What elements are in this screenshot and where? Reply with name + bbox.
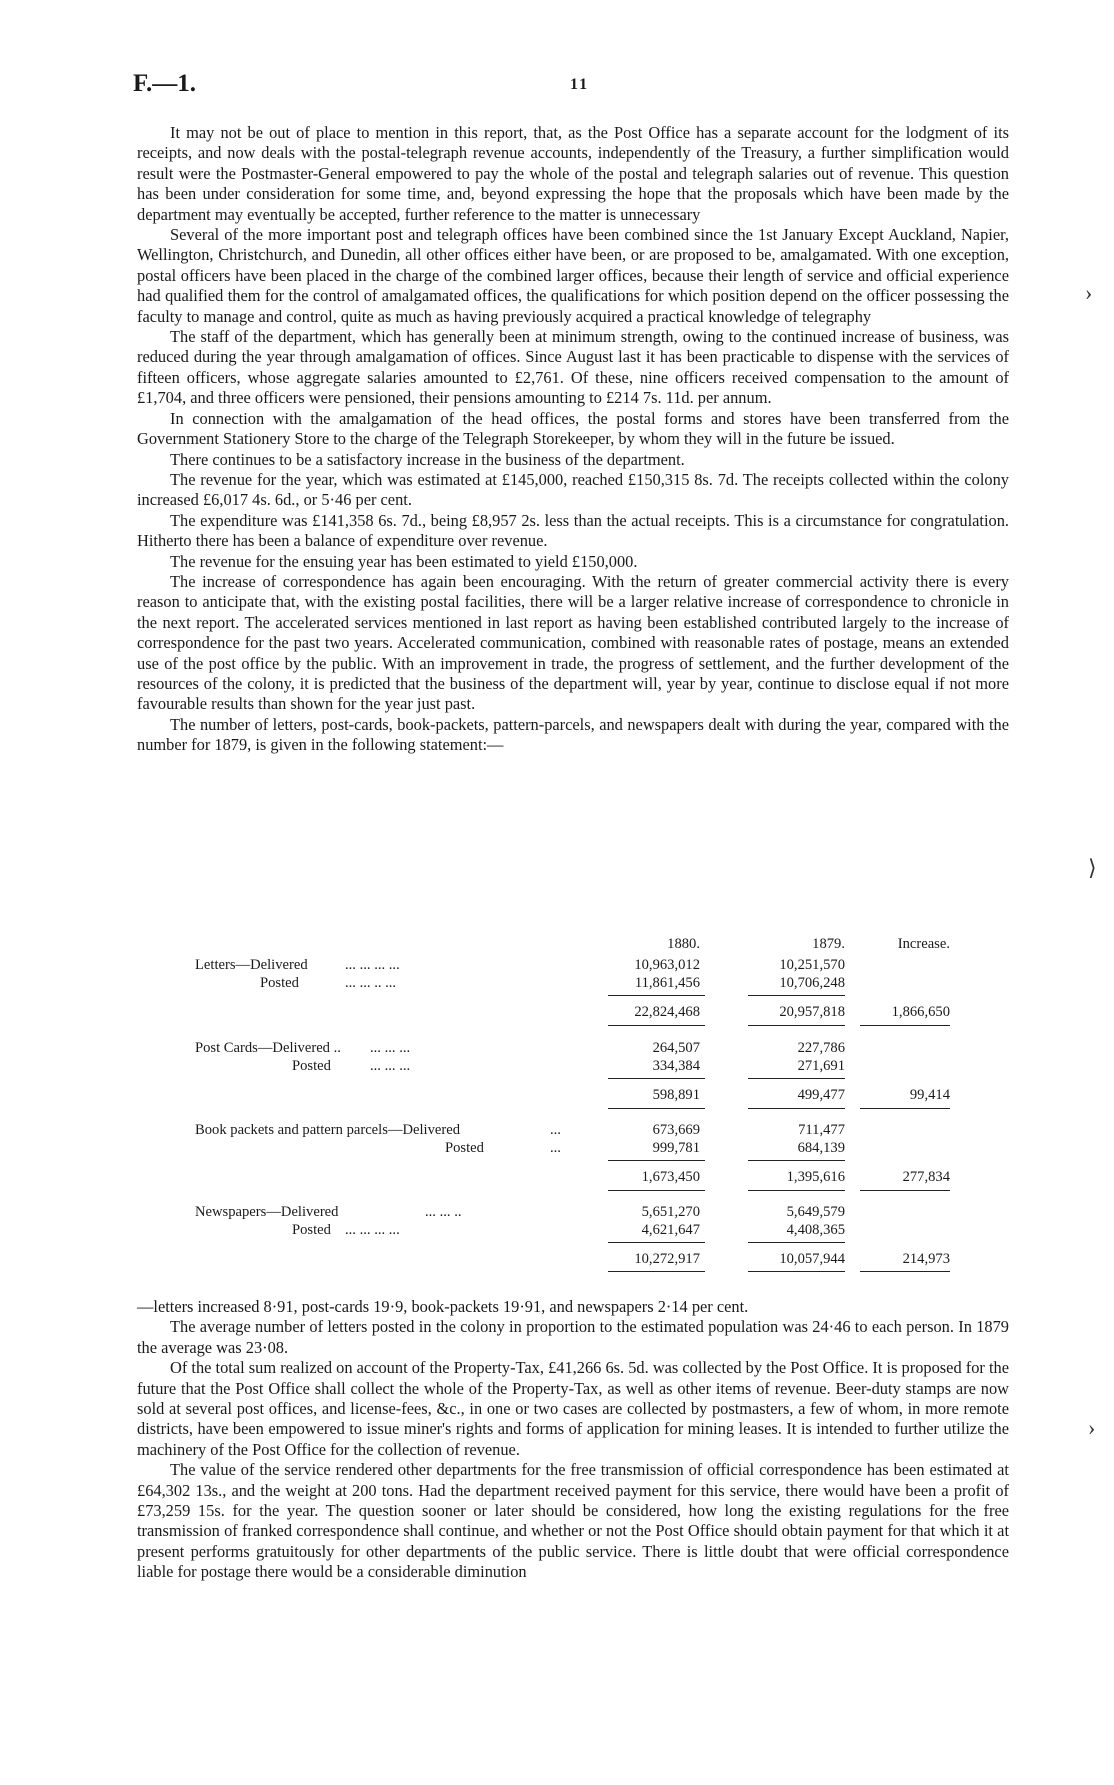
paragraph: The increase of correspondence has again been encouraging. With the return of greater commercial activity there is every reason to anticipate that, with the existing postal facilities, there will be a larger relative increase of correspondence to chronicle in the next report. The accelerated services mentioned in last report as having been established contributed largely to the increase of correspondence for the past two years. Accelerated communication, combined with reasonable rates of postage, means an extended use of the post office by the public. With an improvement in trade, the progress of settlement, and the further development of the resources of the colony, it is predicted that the business of the department will, year by year, continue to disclose equal if not more favourable results than shown for the year just past.	[137, 571, 1009, 714]
leader-dots: ... ... .. ...	[345, 975, 397, 991]
increase-value: 214,973	[902, 1251, 950, 1267]
value-1879: 711,477	[798, 1122, 845, 1138]
leader-dots: ... ... ...	[370, 1040, 411, 1056]
margin-mark: ›	[1088, 1415, 1096, 1440]
increase-value: 277,834	[902, 1169, 950, 1185]
increase-value: 99,414	[909, 1087, 950, 1103]
sum-rule	[608, 995, 705, 996]
paragraph: The revenue for the year, which was estimated at £145,000, reached £150,315 8s. 7d. The receipts collected within the colony increased £6,017 4s. 6d., or 5·46 per cent.	[137, 469, 1009, 510]
header-1880: 1880.	[667, 936, 700, 952]
paragraph: The staff of the department, which has generally been at minimum strength, owing to the continued increase of business, was reduced during the year through amalgamation of offices. Since August last it has been practicable to dispense with the services of fifteen officers, whose aggregate salaries amounted to £2,761. Of these, nine officers received compensation to the amount of £1,704, and three officers were pensioned, their pensions amounting to £214 7s. 11d. per annum.	[137, 327, 1009, 408]
total-rule	[748, 1025, 845, 1026]
paragraph: The value of the service rendered other departments for the free transmission of official correspondence has been estimated at £64,302 13s., and the weight at 200 tons. Had the department received payment for this service, there would have been a profit of £73,259 15s. for the year. The question sooner or later should be considered, how long the existing regulations for the free transmission of franked correspondence shall continue, and whether or not the Post Office should obtain payment for that which it at present performs gratuitously for other departments of the public service. There is little doubt that were official correspondence liable for postage there would be a considerable diminution	[137, 1460, 1009, 1582]
value-1880: 11,861,456	[634, 975, 700, 991]
correspondence-table	[195, 935, 955, 1285]
sum-rule	[608, 1078, 705, 1079]
body-bottom	[137, 1297, 1009, 1583]
total-rule	[860, 1190, 950, 1191]
total-1880: 10,272,917	[634, 1251, 700, 1267]
sum-rule	[608, 1242, 705, 1243]
value-1880: 264,507	[652, 1040, 700, 1056]
paragraph: It may not be out of place to mention in this report, that, as the Post Office has a separate account for the lodgment of its receipts, and now deals with the postal-telegraph revenue accounts, independently of the Treasury, a further simplification would result were the Postmaster-General empowered to pay the whole of the postal and telegraph salaries out of revenue. This question has been under consideration for some time, and, beyond expressing the hope that the proposals which have been made by the department may eventually be accepted, further reference to the matter is unnecessary	[137, 123, 1009, 224]
increase-value: 1,866,650	[891, 1004, 950, 1020]
total-rule	[748, 1271, 845, 1272]
leader-dots: ...	[550, 1122, 561, 1138]
paragraph: In connection with the amalgamation of the head offices, the postal forms and stores have been transferred from the Government Stationery Store to the charge of the Telegraph Storekeeper, by whom they will in the future be issued.	[137, 408, 1009, 449]
value-1879: 10,706,248	[779, 975, 845, 991]
total-rule	[860, 1271, 950, 1272]
paragraph: There continues to be a satisfactory increase in the business of the department.	[170, 449, 685, 469]
leader-dots: ... ... ... ...	[345, 1222, 400, 1238]
total-rule	[608, 1190, 705, 1191]
value-1880: 4,621,647	[641, 1222, 700, 1238]
value-1880: 999,781	[652, 1140, 700, 1156]
value-1879: 10,251,570	[779, 957, 845, 973]
value-1880: 5,651,270	[641, 1204, 700, 1220]
sum-rule	[748, 995, 845, 996]
row-label: Letters—Delivered	[195, 957, 308, 973]
row-label: Newspapers—Delivered	[195, 1204, 339, 1220]
value-1879: 227,786	[797, 1040, 845, 1056]
sum-rule	[748, 1242, 845, 1243]
value-1879: 271,691	[797, 1058, 845, 1074]
total-1880: 598,891	[652, 1087, 700, 1103]
paragraph: The revenue for the ensuing year has been estimated to yield £150,000.	[170, 551, 638, 571]
total-1879: 20,957,818	[779, 1004, 845, 1020]
leader-dots: ... ... ...	[370, 1058, 411, 1074]
paragraph: Of the total sum realized on account of the Property-Tax, £41,266 6s. 5d. was collected by the Post Office. It is proposed for the future that the Post Office shall collect the whole of the Property-Tax, as well as other items of revenue. Beer-duty stamps are now sold at several post offices, and license-fees, &c., in one or two cases are collected by postmasters, a few of whom, in more remote districts, have been empowered to issue miner's rights and forms of application for mining leases. It is intended to further utilize the machinery of the Post Office for the collection of revenue.	[137, 1358, 1009, 1459]
total-rule	[748, 1108, 845, 1109]
margin-mark: ⟩	[1088, 855, 1097, 880]
total-rule	[608, 1025, 705, 1026]
paragraph: The average number of letters posted in the colony in proportion to the estimated population was 24·46 to each person. In 1879 the average was 23·08.	[137, 1317, 1009, 1357]
paragraph: —letters increased 8·91, post-cards 19·9, book-packets 19·91, and newspapers 2·14 per cent.	[137, 1297, 749, 1316]
total-1880: 22,824,468	[634, 1004, 700, 1020]
margin-mark: ›	[1085, 280, 1093, 305]
row-label: Posted	[292, 1058, 331, 1074]
value-1879: 684,139	[797, 1140, 845, 1156]
sum-rule	[748, 1078, 845, 1079]
total-1879: 10,057,944	[779, 1251, 845, 1267]
document-reference: F.—1.	[133, 70, 196, 97]
leader-dots: ...	[550, 1140, 561, 1156]
row-label: Posted	[445, 1140, 484, 1156]
value-1879: 5,649,579	[786, 1204, 845, 1220]
row-label: Posted	[260, 975, 299, 991]
total-1880: 1,673,450	[641, 1169, 700, 1185]
total-rule	[608, 1271, 705, 1272]
body-top	[137, 123, 1009, 756]
total-rule	[860, 1025, 950, 1026]
leader-dots: ... ... ... ...	[345, 957, 400, 973]
value-1879: 4,408,365	[786, 1222, 845, 1238]
paragraph: The number of letters, post-cards, book-packets, pattern-parcels, and newspapers dealt with during the year, compared with the number for 1879, is given in the following statement:—	[137, 714, 1009, 755]
row-label: Post Cards—Delivered ..	[195, 1040, 341, 1056]
total-1879: 499,477	[797, 1087, 845, 1103]
row-label: Posted	[292, 1222, 331, 1238]
header-1879: 1879.	[812, 936, 845, 952]
header-increase: Increase.	[897, 936, 950, 952]
value-1880: 10,963,012	[634, 957, 700, 973]
total-rule	[860, 1108, 950, 1109]
total-1879: 1,395,616	[786, 1169, 845, 1185]
value-1880: 334,384	[652, 1058, 700, 1074]
total-rule	[608, 1108, 705, 1109]
row-label: Book packets and pattern parcels—Delivered	[195, 1122, 461, 1138]
sum-rule	[748, 1160, 845, 1161]
paragraph: The expenditure was £141,358 6s. 7d., being £8,957 2s. less than the actual receipts. This is a circumstance for congratulation. Hitherto there has been a balance of expenditure over revenue.	[137, 510, 1009, 551]
leader-dots: ... ... ..	[425, 1204, 462, 1220]
sum-rule	[608, 1160, 705, 1161]
total-rule	[748, 1190, 845, 1191]
value-1880: 673,669	[652, 1122, 700, 1138]
paragraph: Several of the more important post and telegraph offices have been combined since the 1st January Except Auckland, Napier, Wellington, Christchurch, and Dunedin, all other offices either have been, or are proposed to be, amalgamated. With one exception, postal officers have been placed in the charge of the combined larger offices, because their length of service and official experience had qualified them for the control of amalgamated offices, the qualifications for which position depend on the officer possessing the faculty to manage and control, quite as much as having previously acquired a practical knowledge of telegraphy	[137, 225, 1009, 326]
page-number: 11	[570, 76, 590, 93]
